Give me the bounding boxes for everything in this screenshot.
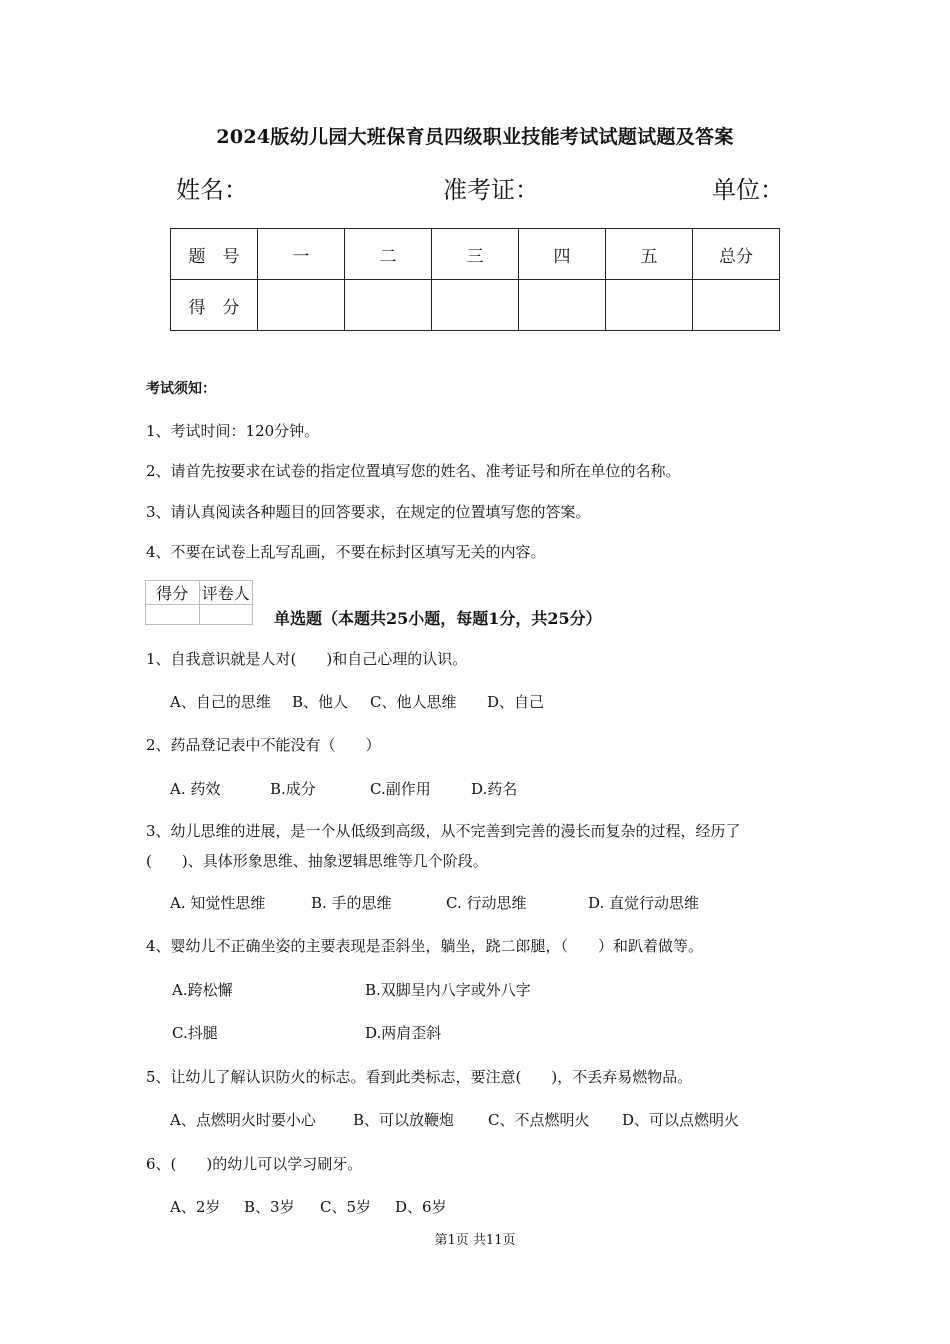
question-option: D. 直觉行动思维 bbox=[588, 894, 700, 912]
notice-item: 2、请首先按要求在试卷的指定位置填写您的姓名、准考证号和所在单位的名称。 bbox=[146, 462, 681, 480]
question-option: D、自己 bbox=[487, 693, 545, 711]
score-row-label: 得 分 bbox=[171, 280, 258, 331]
score-table-header-cell: 一 bbox=[258, 229, 345, 280]
name-field-label: 姓名： bbox=[176, 176, 248, 204]
score-table-header-cell: 四 bbox=[519, 229, 606, 280]
score-table-header-cell: 总分 bbox=[693, 229, 780, 280]
question-option: A. 药效 bbox=[170, 780, 221, 798]
question-stem: 4、婴幼儿不正确坐姿的主要表现是歪斜坐，躺坐，跷二郎腿，（ ）和趴着做等。 bbox=[146, 937, 704, 955]
score-table bbox=[170, 228, 780, 331]
question-option: A. 知觉性思维 bbox=[170, 894, 266, 912]
question-stem: 2、药品登记表中不能没有（ ） bbox=[146, 736, 381, 754]
question-option: A.跨松懈 bbox=[172, 981, 233, 999]
score-cell bbox=[432, 280, 519, 331]
question-stem: 1、自我意识就是人对( )和自己心理的认识。 bbox=[146, 650, 468, 668]
page-title: 2024版幼儿园大班保育员四级职业技能考试试题试题及答案 bbox=[216, 126, 734, 148]
question-stem: 3、幼儿思维的进展，是一个从低级到高级，从不完善到完善的漫长而复杂的过程，经历了 bbox=[146, 822, 741, 840]
score-table-header-cell: 三 bbox=[432, 229, 519, 280]
question-option: D、6岁 bbox=[395, 1198, 447, 1216]
question-option: A、点燃明火时要小心 bbox=[170, 1111, 316, 1129]
score-table-header-cell: 二 bbox=[345, 229, 432, 280]
question-option: A、2岁 bbox=[170, 1198, 221, 1216]
question-option: C.抖腿 bbox=[172, 1024, 218, 1042]
notice-item: 3、请认真阅读各种题目的回答要求，在规定的位置填写您的答案。 bbox=[146, 503, 591, 521]
page-footer: 第1页 共11页 bbox=[434, 1233, 516, 1248]
grader-reviewer-cell bbox=[199, 605, 253, 625]
grader-reviewer-label: 评卷人 bbox=[199, 581, 253, 605]
question-option: B.双脚呈内八字或外八字 bbox=[365, 981, 531, 999]
question-option: C、他人思维 bbox=[370, 693, 457, 711]
score-cell bbox=[693, 280, 780, 331]
section-title: 单选题（本题共25小题，每题1分，共25分） bbox=[274, 609, 602, 628]
score-table-score-row bbox=[171, 280, 780, 331]
question-stem: 5、让幼儿了解认识防火的标志。看到此类标志，要注意( )，不丢弃易燃物品。 bbox=[146, 1068, 693, 1086]
unit-field-label: 单位： bbox=[712, 176, 784, 204]
notice-item: 1、考试时间：120分钟。 bbox=[146, 422, 320, 440]
score-table-header-cell: 五 bbox=[606, 229, 693, 280]
question-option: D.两肩歪斜 bbox=[365, 1024, 442, 1042]
grader-score-cell bbox=[146, 605, 200, 625]
question-option: A、自己的思维 bbox=[170, 693, 271, 711]
notice-title: 考试须知： bbox=[146, 381, 216, 397]
ticket-field-label: 准考证： bbox=[443, 176, 539, 204]
question-option: B、可以放鞭炮 bbox=[353, 1111, 455, 1129]
question-option: B.成分 bbox=[270, 780, 316, 798]
question-option: C、不点燃明火 bbox=[488, 1111, 590, 1129]
score-cell bbox=[606, 280, 693, 331]
grader-table bbox=[145, 580, 253, 625]
question-option: C.副作用 bbox=[370, 780, 431, 798]
score-cell bbox=[345, 280, 432, 331]
score-table-header-row bbox=[171, 229, 780, 280]
question-option: B、他人 bbox=[292, 693, 349, 711]
question-option: B. 手的思维 bbox=[311, 894, 392, 912]
question-option: B、3岁 bbox=[244, 1198, 295, 1216]
question-option: D.药名 bbox=[471, 780, 518, 798]
grader-score-label: 得分 bbox=[146, 581, 200, 605]
question-option: C、5岁 bbox=[320, 1198, 372, 1216]
score-cell bbox=[258, 280, 345, 331]
score-table-header-cell: 题 号 bbox=[171, 229, 258, 280]
question-option: D、可以点燃明火 bbox=[622, 1111, 740, 1129]
question-option: C. 行动思维 bbox=[446, 894, 527, 912]
question-stem-continued: ( )、具体形象思维、抽象逻辑思维等几个阶段。 bbox=[146, 852, 488, 870]
notice-item: 4、不要在试卷上乱写乱画，不要在标封区填写无关的内容。 bbox=[146, 543, 546, 561]
question-stem: 6、( )的幼儿可以学习刷牙。 bbox=[146, 1155, 363, 1173]
score-cell bbox=[519, 280, 606, 331]
